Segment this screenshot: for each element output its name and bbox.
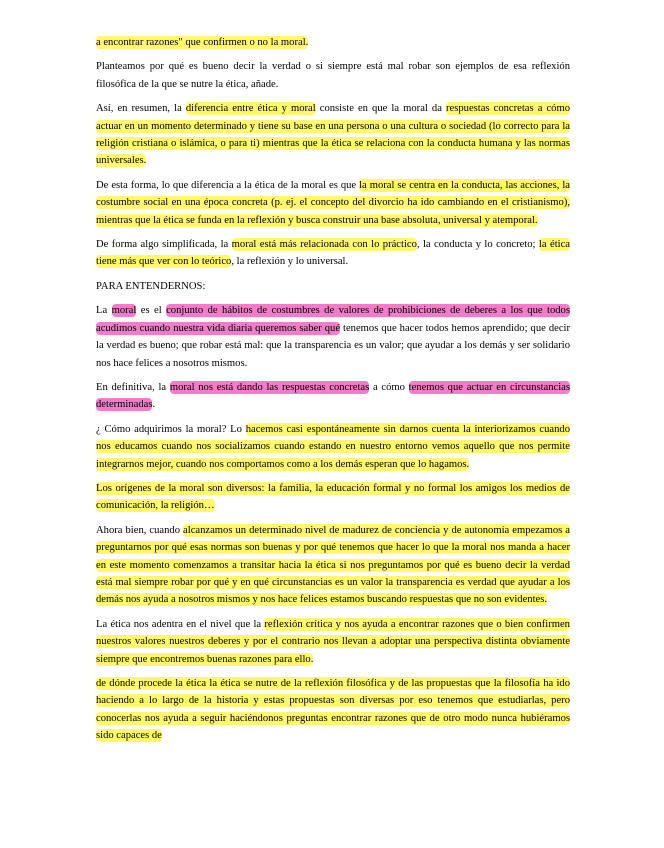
paragraph-3 [96, 100, 570, 170]
text-run: De forma algo simplificada, la [96, 239, 232, 251]
text-run: Así, en resumen, la [96, 103, 186, 115]
paragraph-12 [96, 675, 570, 745]
text-run: ¿ Cómo adquirimos la moral? Lo [96, 423, 246, 435]
text-run: tenemos que hacer todos hemos aprendido; que decir la verdad es bueno; que robar está mal: que la transparencia es un valor; que ayudar a los demás y ser solidario nos hace felices a nosotros mismos. [96, 322, 571, 369]
paragraph-8 [96, 421, 570, 473]
text-run: . [152, 399, 156, 411]
highlight-yellow: la ética tiene más que ver con lo teórico [96, 239, 570, 268]
highlight-yellow: la moral se centra en la conducta, las acciones, la costumbre social en una época concreta (p. ej. el concepto del divorcio ha ido cambiando en el cristianismo), mientras que la ética se funda en la reflexión y busca construir una base absoluta, universal y atemporal. [96, 179, 570, 226]
document-page [96, 34, 570, 752]
paragraph-7 [96, 379, 570, 414]
text-run: De esta forma, lo que diferencia a la ética de la moral es que [96, 179, 360, 191]
highlight-yellow: Los orígenes de la moral son diversos: la familia, la educación formal y no formal los amigos los medios de comunicación, la religión… [96, 482, 570, 512]
text-run: La [96, 305, 112, 317]
paragraph-9 [96, 480, 570, 515]
text-run: La ética nos adentra en el nivel que la [96, 618, 265, 630]
text-run: es el [136, 305, 167, 317]
highlight-pink: conjunto de hábitos de costumbres de valores de prohibiciones de deberes a los que todos acudimos cuando nuestra vida diaria queremos saber qué [96, 305, 570, 334]
paragraph-5 [96, 236, 570, 271]
highlight-pink: tenemos que actuar en circunstancias determinadas [96, 381, 571, 411]
text-run: a cómo [369, 381, 409, 393]
highlight-yellow: a encontrar razones" que confirmen o no la moral. [96, 37, 309, 48]
section-heading: PARA ENTENDERNOS: [96, 280, 206, 292]
highlight-yellow: respuestas concretas a cómo actuar en un momento determinado y tiene su base en una persona o una cultura o sociedad (lo correcto para la religión cristiana o islámica, o para ti) mientras que la ética se relaciona con la conducta humana y las normas universales. [96, 103, 571, 167]
highlight-pink: moral [111, 305, 137, 317]
paragraph-1 [96, 34, 570, 51]
highlight-yellow: de dónde procede la ética la ética se nutre de la reflexión filosófica y de las propuestas que la filosofía ha ido haciendo a lo largo de la historia y estas propuestas son diversas por eso tenemos que estudiarlas, pero conocerlas nos ayuda a seguir haciéndonos preguntas encontrar razones que de otro modo nunca hubiéramos sido capaces de [96, 678, 570, 742]
text-run: , la reflexión y lo universal. [231, 256, 349, 268]
text-run: En definitiva, la [96, 381, 170, 393]
text-run: , la conducta y lo concreto; [416, 239, 539, 251]
highlight-pink: moral nos está dando las respuestas concretas [169, 381, 370, 393]
highlight-yellow: diferencia entre ética y moral [185, 103, 316, 115]
text-run: consiste en que la moral da [315, 103, 447, 115]
highlight-yellow: hacemos casi espontáneamente sin darnos cuenta la interiorizamos cuando nos educamos cuando nos socializamos cuando estando en nuestro entorno vemos aquello que nos permite integrarnos mejor, cuando nos comportamos como a los demás esperan que lo hagamos. [96, 423, 570, 470]
highlight-yellow: reflexión crítica y nos ayuda a encontrar razones que o bien confirmen nuestros valores nuestros deberes y por el contrario nos llevan a adoptar una perspectiva distinta obviamente siempre que encontremos buenas razones para ello. [96, 618, 570, 665]
paragraph-11 [96, 616, 570, 668]
paragraph-4 [96, 177, 570, 229]
highlight-yellow: moral está más relacionada con lo práctico [231, 239, 417, 251]
highlight-yellow: alcanzamos un determinado nivel de madurez de conciencia y de autonomía empezamos a preguntarnos por qué esas normas son buenas y por qué tenemos que hacer lo que la moral nos manda a hacer en este momento comenzamos a transitar hacia la ética si nos preguntamos por qué es bueno decir la verdad está mal siempre robar por qué y en qué circunstancias es un valor la transparencia es verdad que ayudar a los demás nos ayuda a nosotros mismos y nos hace felices estamos buscando respuestas que no son evidentes. [96, 524, 570, 606]
text-run: Ahora bien, cuando [96, 524, 184, 536]
paragraph-10 [96, 522, 570, 609]
paragraph-2 [96, 58, 570, 93]
paragraph-6 [96, 302, 570, 372]
text-run: Planteamos por qué es bueno decir la verdad o si siempre está mal robar son ejemplos de esa reflexión filosófica de la que se nutre la ética, añade. [96, 61, 570, 90]
